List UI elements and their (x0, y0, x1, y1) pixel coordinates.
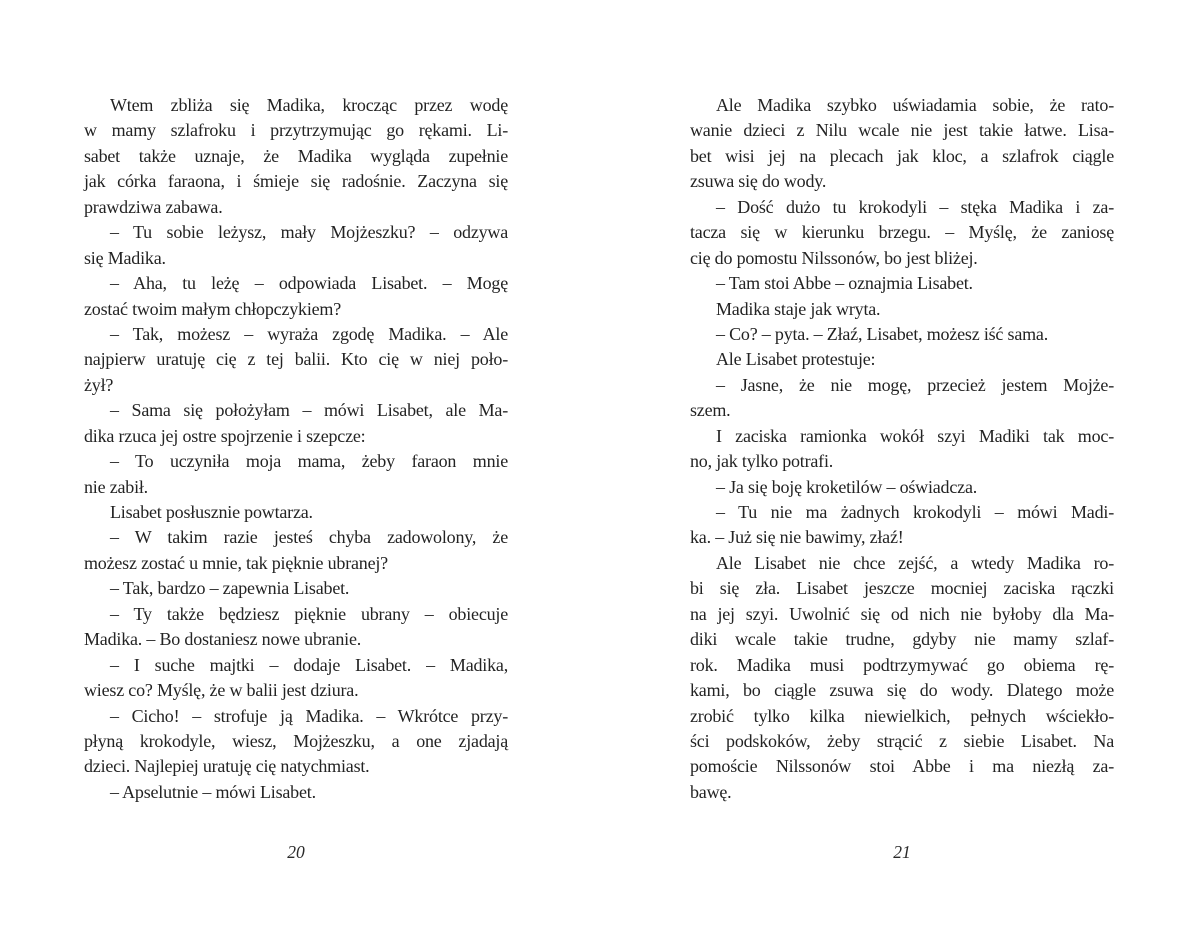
text-line: – Dość dużo tu krokodyli – stęka Madika i za- (716, 196, 1114, 217)
text-line: – Sama się położyłam – mówi Lisabet, ale Ma- (110, 400, 508, 421)
text-line: – Ja się boję kroketilów – oświadcza. (716, 476, 978, 497)
text-line: dika rzuca jej ostre spojrzenie i szepcze: (84, 425, 366, 446)
text-line: diki wcale takie trudne, gdyby nie mamy szlaf- (690, 629, 1114, 650)
text-line: w mamy szlafroku i przytrzymując go rękami. Li- (84, 120, 508, 141)
page-left-number: 20 (287, 842, 305, 862)
text-line: nie zabił. (84, 476, 148, 497)
text-line: zsuwa się do wody. (690, 171, 827, 192)
text-line: bawę. (690, 781, 732, 802)
page-right-number: 21 (893, 842, 911, 862)
text-line: – Tam stoi Abbe – oznajmia Lisabet. (716, 273, 973, 294)
text-line: bet wisi jej na plecach jak kloc, a szlafrok ciągle (690, 145, 1114, 166)
text-line: – Apselutnie – mówi Lisabet. (110, 781, 316, 802)
text-line: prawdziwa zabawa. (84, 196, 223, 217)
text-line: jak córka faraona, i śmieje się radośnie. Zaczyna się (84, 171, 508, 192)
text-line: – Aha, tu leżę – odpowiada Lisabet. – Mogę (110, 273, 508, 294)
text-line: zrobić tylko kilka niewielkich, pełnych wściekło- (690, 705, 1114, 726)
text-line: wanie dzieci z Nilu wcale nie jest takie łatwe. Lisa- (690, 120, 1114, 141)
text-line: pomoście Nilssonów stoi Abbe i ma niezłą za- (690, 756, 1114, 777)
text-line: się Madika. (84, 247, 166, 268)
text-line: tacza się w kierunku brzegu. – Myślę, że zaniosę (690, 222, 1114, 243)
text-line: ka. – Już się nie bawimy, złaź! (690, 527, 904, 548)
text-line: – Tak, bardzo – zapewnia Lisabet. (110, 578, 350, 599)
text-line: wiesz co? Myślę, że w balii jest dziura. (84, 680, 359, 701)
text-line: zostać twoim małym chłopczykiem? (84, 298, 342, 319)
text-line: – Tu nie ma żadnych krokodyli – mówi Madi- (716, 502, 1114, 522)
text-line: – Jasne, że nie mogę, przecież jestem Mojże- (716, 374, 1114, 395)
text-line: no, jak tylko potrafi. (690, 451, 834, 472)
text-line: Ale Lisabet protestuje: (716, 349, 876, 370)
text-line: I zaciska ramionka wokół szyi Madiki tak moc- (716, 425, 1114, 446)
text-line: rok. Madika musi podtrzymywać go obiema rę- (690, 654, 1114, 675)
text-line: – Ty także będziesz pięknie ubrany – obiecuje (110, 603, 508, 624)
text-line: bi się zła. Lisabet jeszcze mocniej zaciska rączki (690, 578, 1114, 599)
text-line: – W takim razie jesteś chyba zadowolony, że (110, 527, 508, 548)
text-line: – I suche majtki – dodaje Lisabet. – Madika, (110, 654, 508, 675)
text-line: sabet także uznaje, że Madika wygląda zupełnie (84, 145, 508, 166)
text-line: szem. (690, 400, 731, 421)
text-line: Ale Madika szybko uświadamia sobie, że rato- (716, 95, 1114, 115)
text-line: – Tu sobie leżysz, mały Mojżeszku? – odzywa (110, 222, 508, 243)
text-line: – Co? – pyta. – Złaź, Lisabet, możesz iść sama. (716, 323, 1048, 344)
text-line: najpierw uratuję cię z tej balii. Kto cię w niej poło- (84, 349, 508, 370)
text-line: Ale Lisabet nie chce zejść, a wtedy Madika ro- (716, 552, 1114, 573)
page-right-textblock (690, 93, 1114, 805)
text-line: na jej szyi. Uwolnić się od nich nie byłoby dla Ma- (690, 603, 1114, 624)
text-line: Lisabet posłusznie powtarza. (110, 502, 313, 522)
text-line: cię do pomostu Nilssonów, bo jest bliżej. (690, 247, 978, 268)
text-line: dzieci. Najlepiej uratuję cię natychmiast. (84, 756, 370, 777)
text-line: kami, bo ciągle zsuwa się do wody. Dlatego może (690, 680, 1114, 701)
text-line: Madika staje jak wryta. (716, 298, 881, 319)
text-line: – Tak, możesz – wyraża zgodę Madika. – Ale (110, 323, 508, 344)
text-line: – To uczyniła moja mama, żeby faraon mnie (110, 451, 508, 472)
text-line: Wtem zbliża się Madika, krocząc przez wodę (110, 95, 508, 115)
text-line: płyną krokodyle, wiesz, Mojżeszku, a one zjadają (84, 730, 508, 751)
text-line: – Cicho! – strofuje ją Madika. – Wkrótce przy- (110, 705, 508, 726)
text-line: żył? (84, 374, 114, 395)
text-line: ści podskoków, żeby strącić z siebie Lisabet. Na (690, 730, 1114, 751)
text-line: możesz zostać u mnie, tak pięknie ubranej? (84, 552, 388, 573)
page-left-textblock (84, 93, 508, 805)
text-line: Madika. – Bo dostaniesz nowe ubranie. (84, 629, 362, 650)
